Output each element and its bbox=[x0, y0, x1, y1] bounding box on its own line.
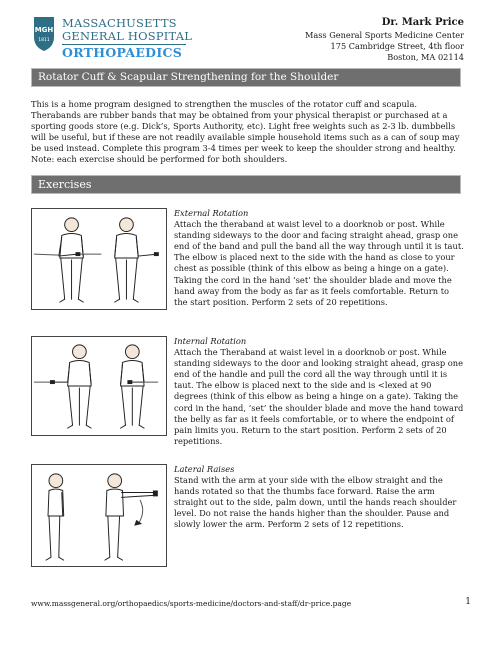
logo-line-general-hospital: GENERAL HOSPITAL bbox=[62, 29, 193, 43]
exercise-title: Internal Rotation bbox=[174, 336, 247, 346]
mgh-shield-icon bbox=[32, 15, 56, 53]
exercises-section-bar: Exercises bbox=[31, 175, 461, 194]
lateral-raises-instructions bbox=[174, 464, 464, 531]
contact-org: Mass General Sports Medicine Center bbox=[304, 30, 464, 40]
external-rotation-figure-icon bbox=[32, 209, 166, 309]
exercise-description: Attach the theraband at waist level to a doorknob or post. While standing sideways to the door and facing straight ahead, grasp one end of the band and pull the band all the way through until it is taut. The elbow is placed next to the side with the hand as close to your chest as possible (think of this elbow as being a hinge on a gate). Taking the cord in the hand ‘set’ the shoulder blade and move the hand away from the body as far as it feels comfortable. Return to the start position. Perform 2 sets of 20 repetitions. bbox=[174, 219, 464, 307]
footer-url[interactable]: www.massgeneral.org/orthopaedics/sports-medicine/doctors-and-staff/dr-price.page bbox=[31, 599, 352, 608]
exercise-title: Lateral Raises bbox=[174, 464, 235, 474]
lateral-raises-illustration bbox=[31, 464, 167, 567]
exercise-description: Attach the Theraband at waist level in a doorknob or post. While standing sideways to the door and looking straight ahead, grasp one end of the handle and pull the cord all the way through until it is taut. The elbow is placed next to the side and is <lexed at 90 degrees (think of this elbow as being a hinge on a gate). Taking the cord in the hand, ‘set’ the shoulder blade and move the hand toward the belly as far as it feels comfortable, or to where the endpoint of pain limits you. Return to the start position. Perform 2 sets of 20 repetitions. bbox=[174, 347, 464, 446]
exercise-description: Stand with the arm at your side with the elbow straight and the hands rotated so that the thumbs face forward. Raise the arm straight out to the side, palm down, until the hands reach shoulder level. Do not raise the hands higher than the shoulder. Pause and slowly lower the arm. Perform 2 sets of 12 repetitions. bbox=[174, 475, 457, 530]
contact-city: Boston, MA 02114 bbox=[387, 52, 464, 62]
lateral-raises-figure-icon bbox=[32, 465, 166, 566]
shield-year: 1811 bbox=[38, 38, 50, 43]
internal-rotation-instructions bbox=[174, 336, 464, 447]
logo-line-orthopaedics: ORTHOPAEDICS bbox=[62, 45, 183, 60]
external-rotation-illustration bbox=[31, 208, 167, 310]
internal-rotation-figure-icon bbox=[32, 337, 166, 435]
page-number: 1 bbox=[465, 597, 471, 607]
contact-block bbox=[305, 17, 464, 63]
doctor-name: Dr. Mark Price bbox=[381, 17, 464, 28]
exercise-title: External Rotation bbox=[174, 208, 249, 218]
external-rotation-instructions bbox=[174, 208, 464, 308]
logo-line-massachusetts: MASSACHUSETTS bbox=[62, 16, 177, 30]
internal-rotation-illustration bbox=[31, 336, 167, 436]
mgh-orthopaedics-logo bbox=[32, 15, 222, 63]
contact-street: 175 Cambridge Street, 4th floor bbox=[330, 41, 464, 51]
document-title-bar: Rotator Cuff & Scapular Strengthening for the Shoulder bbox=[31, 68, 461, 87]
shield-label: MGH bbox=[34, 26, 54, 34]
intro-paragraph: This is a home program designed to strengthen the muscles of the rotator cuff and scapula. Therabands are rubber bands that may be obtained from your physical therapist or purchased at a sporting goods store (e.g. Dick’s, Sports Authority, etc). Light free weights such as 2-3 lb. dumbbells will be useful, but if these are not readily available simple household items such as a can of soup may be used instead. Complete this program 3-4 times per week to keep the shoulder strong and healthy. Note: each exercise should be performed for both shoulders. bbox=[31, 99, 460, 165]
